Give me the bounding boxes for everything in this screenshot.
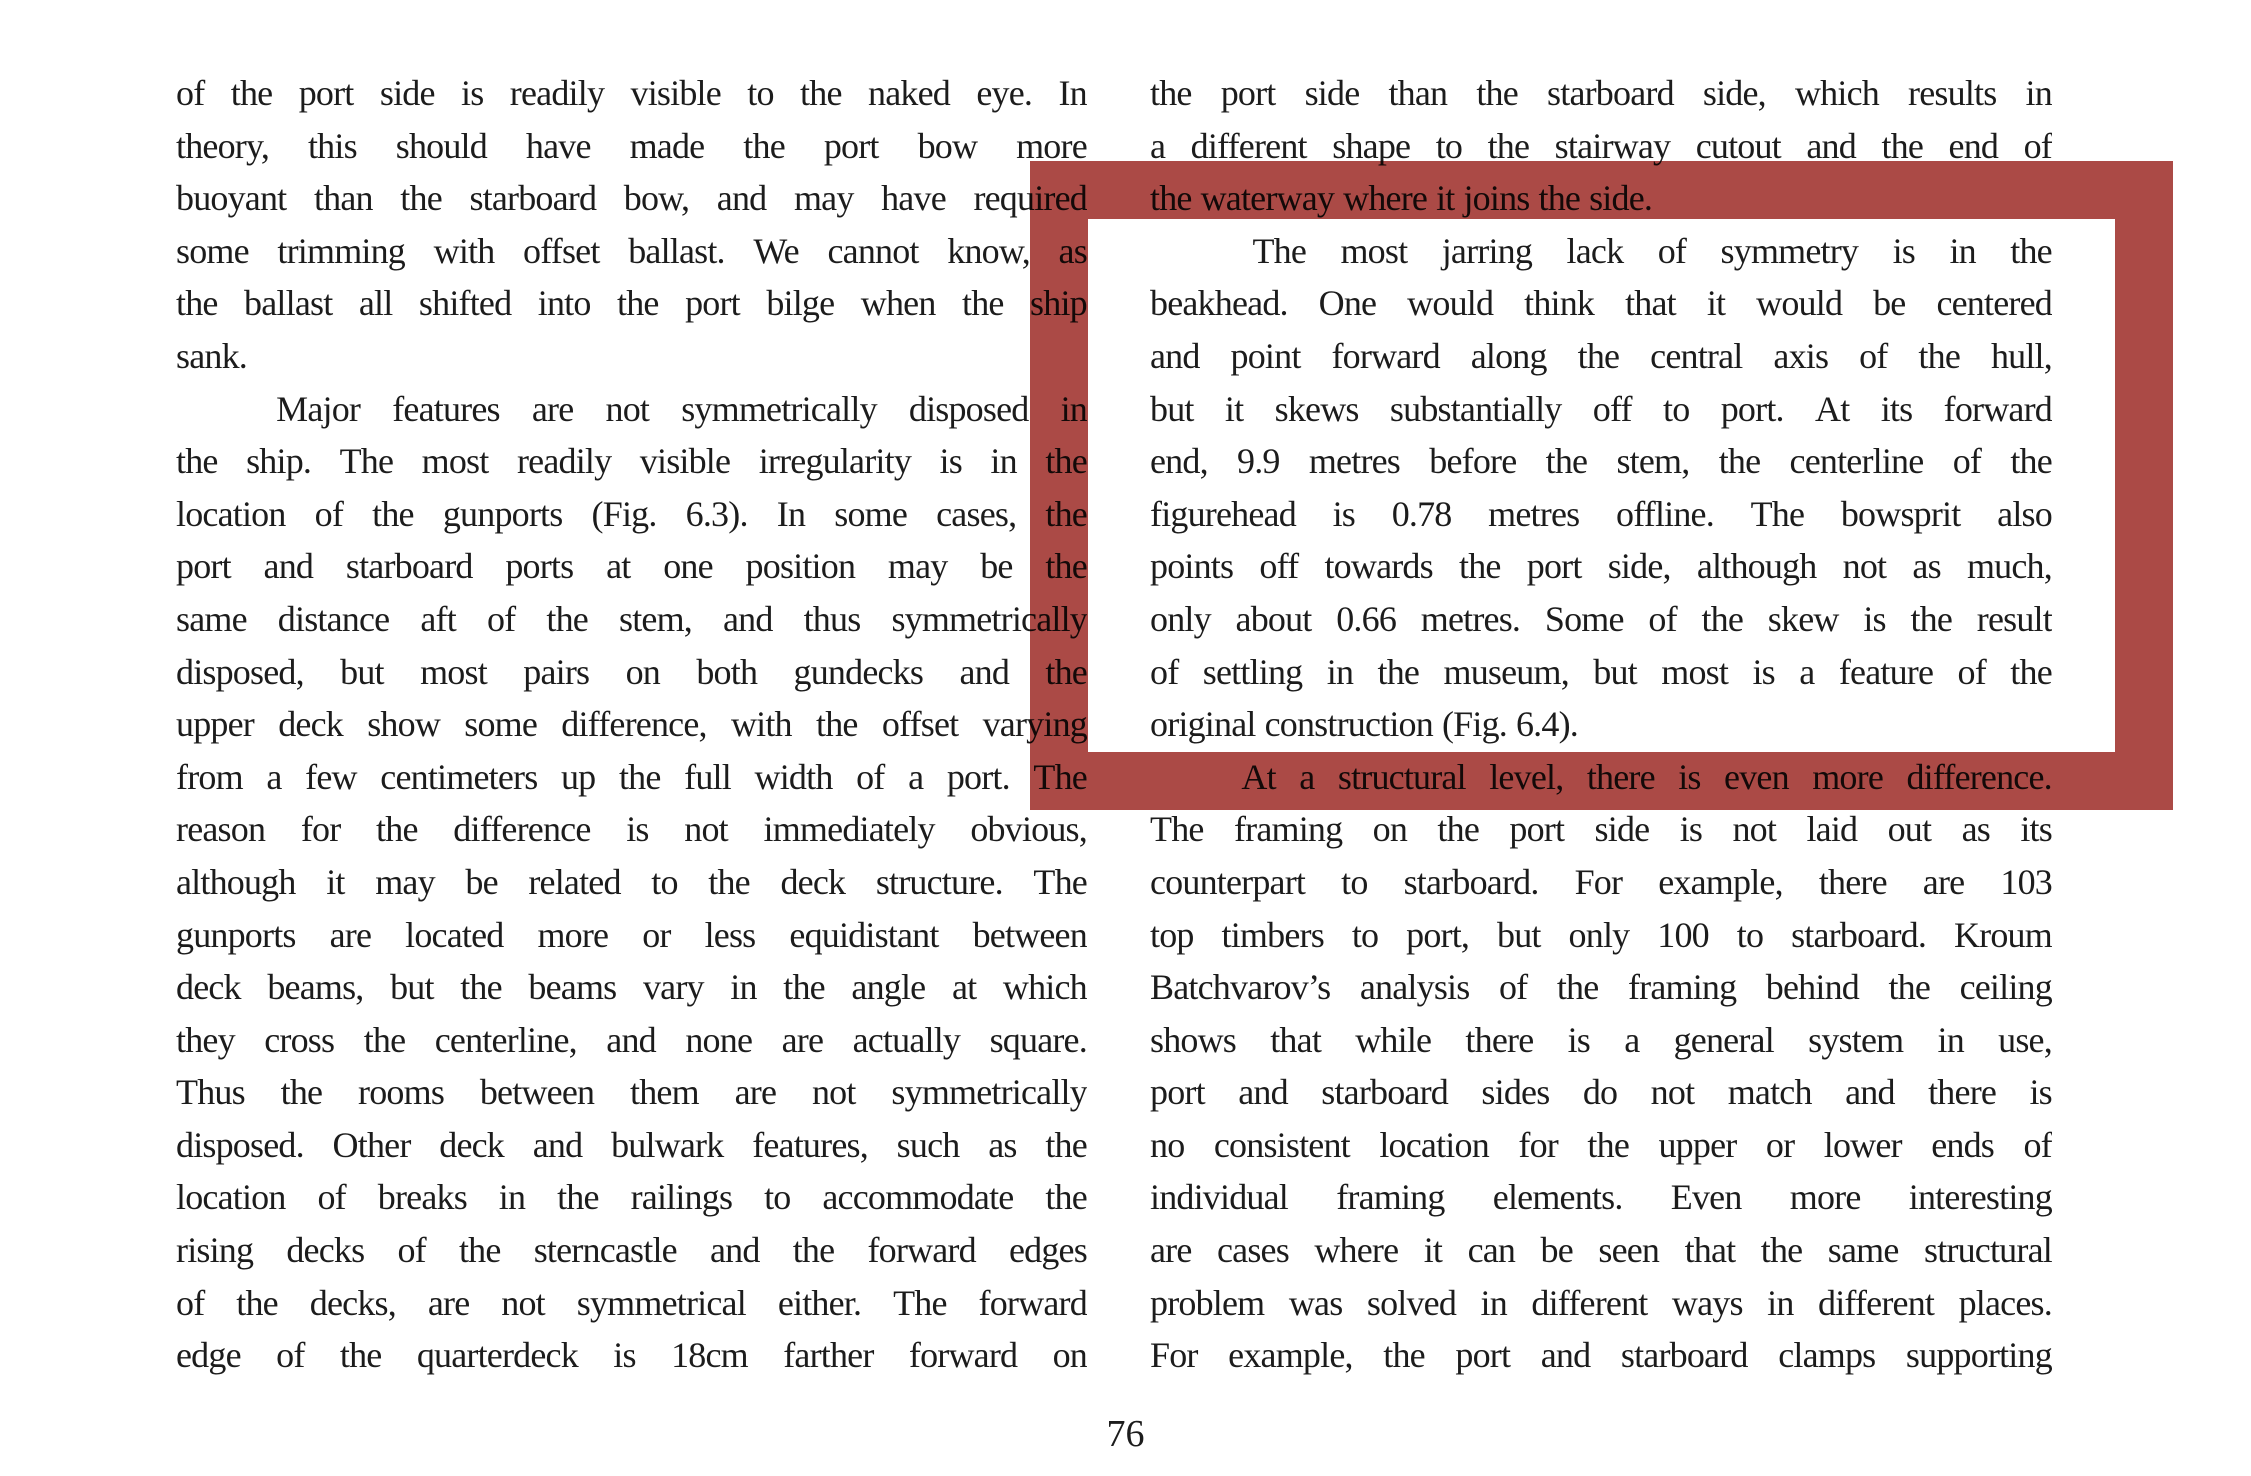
text-line: the ship. The most readily visible irregularity is in the <box>176 441 1087 482</box>
text-line: top timbers to port, but only 100 to starboard. Kroum <box>1150 914 2052 955</box>
text-line: but it skews substantially off to port. At its forward <box>1150 388 2052 429</box>
text-line: a different shape to the stairway cutout and the end of <box>1150 125 2052 166</box>
text-line: figurehead is 0.78 metres offline. The bowsprit also <box>1150 493 2052 534</box>
text-line: of the decks, are not symmetrical either. The forward <box>176 1282 1087 1323</box>
text-line: they cross the centerline, and none are actually square. <box>176 1019 1087 1060</box>
text-line: are cases where it can be seen that the same structural <box>1150 1230 2052 1271</box>
text-line: individual framing elements. Even more interesting <box>1150 1177 2052 1218</box>
text-line: upper deck show some difference, with the offset varying <box>176 704 1087 745</box>
text-line: the ballast all shifted into the port bilge when the ship <box>176 283 1087 324</box>
text-line: gunports are located more or less equidistant between <box>176 914 1087 955</box>
text-line: counterpart to starboard. For example, there are 103 <box>1150 861 2052 902</box>
text-line: buoyant than the starboard bow, and may have required <box>176 178 1087 219</box>
text-line: Thus the rooms between them are not symmetrically <box>176 1072 1087 1113</box>
text-line: points off towards the port side, although not as much, <box>1150 546 2052 587</box>
page-number: 76 <box>1106 1413 1145 1455</box>
text-line: reason for the difference is not immediately obvious, <box>176 809 1087 850</box>
text-line: disposed. Other deck and bulwark features, such as the <box>176 1124 1087 1165</box>
text-line: sank. <box>176 335 247 376</box>
text-line: Batchvarov’s analysis of the framing behind the ceiling <box>1150 967 2052 1008</box>
text-line: edge of the quarterdeck is 18cm farther forward on <box>176 1335 1087 1376</box>
text-line: of settling in the museum, but most is a feature of the <box>1150 651 2052 692</box>
text-line: At a structural level, there is even more difference. <box>1150 751 2052 804</box>
text-line: only about 0.66 metres. Some of the skew is the result <box>1150 598 2052 639</box>
text-line: Major features are not symmetrically disposed in <box>176 383 1087 436</box>
text-line: location of breaks in the railings to accommodate the <box>176 1177 1087 1218</box>
text-line: rising decks of the sterncastle and the forward edges <box>176 1230 1087 1271</box>
text-line: of the port side is readily visible to the naked eye. In <box>176 73 1087 113</box>
text-line: The framing on the port side is not laid out as its <box>1150 809 2052 850</box>
text-line: the port side than the starboard side, which results in <box>1150 73 2052 113</box>
text-line: some trimming with offset ballast. We cannot know, as <box>176 230 1087 271</box>
text-line: deck beams, but the beams vary in the angle at which <box>176 967 1087 1008</box>
text-line: although it may be related to the deck structure. The <box>176 861 1087 902</box>
text-line: no consistent location for the upper or lower ends of <box>1150 1124 2052 1165</box>
paragraph-indent <box>1150 225 1218 278</box>
text-column-right <box>1150 67 2052 1382</box>
text-line: the waterway where it joins the side. <box>1150 178 1653 219</box>
text-column-left <box>176 67 1087 1382</box>
text-line: same distance aft of the stem, and thus symmetrically <box>176 598 1087 639</box>
paragraph-indent <box>176 383 244 436</box>
text-line: theory, this should have made the port bow more <box>176 125 1087 166</box>
text-line: port and starboard ports at one position may be the <box>176 546 1087 587</box>
text-line: For example, the port and starboard clamps supporting <box>1150 1335 2052 1376</box>
text-line: original construction (Fig. 6.4). <box>1150 704 1578 745</box>
text-line: The most jarring lack of symmetry is in the <box>1150 225 2052 278</box>
text-line: problem was solved in different ways in different places. <box>1150 1282 2052 1323</box>
text-line: beakhead. One would think that it would be centered <box>1150 283 2052 324</box>
text-line: location of the gunports (Fig. 6.3). In some cases, the <box>176 493 1087 534</box>
text-line: shows that while there is a general system in use, <box>1150 1019 2052 1060</box>
text-line: end, 9.9 metres before the stem, the centerline of the <box>1150 441 2052 482</box>
text-line: from a few centimeters up the full width of a port. The <box>176 756 1087 797</box>
text-line: and point forward along the central axis of the hull, <box>1150 335 2052 376</box>
text-line: port and starboard sides do not match and there is <box>1150 1072 2052 1113</box>
paragraph-indent <box>1150 751 1218 804</box>
text-line: disposed, but most pairs on both gundecks and the <box>176 651 1087 692</box>
